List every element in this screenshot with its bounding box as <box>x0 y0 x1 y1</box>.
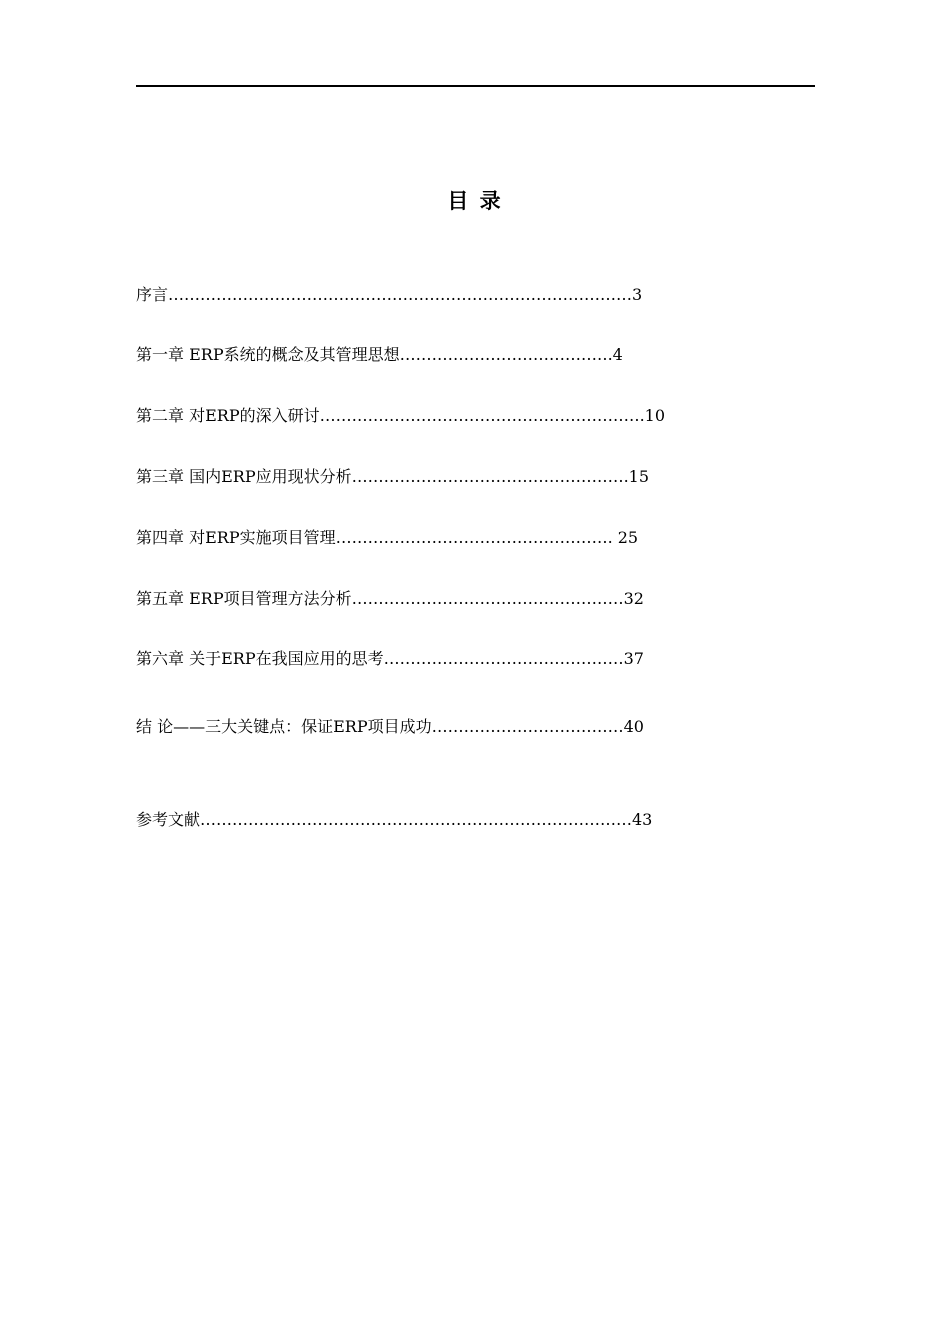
toc-entry-chapter-6[interactable]: 第六章 关于ERP在我国应用的思考………………………………………37 <box>136 649 644 668</box>
toc-entry-chapter-2[interactable]: 第二章 对ERP的深入研讨…………………………………………………….10 <box>136 406 666 425</box>
toc-entry-preface[interactable]: 序言……………………………………………………………………………3 <box>136 285 643 304</box>
toc-entry-references[interactable]: 参考文献………………………………………………………………………43 <box>136 810 653 829</box>
header-rule <box>136 85 815 87</box>
toc-entry-chapter-1[interactable]: 第一章 ERP系统的概念及其管理思想………………………………….4 <box>136 345 623 364</box>
toc-entry-chapter-4[interactable]: 第四章 对ERP实施项目管理……………………………………………. 25 <box>136 528 639 547</box>
toc-entry-conclusion[interactable]: 结 论——三大关键点：保证ERP项目成功………………………………40 <box>136 717 644 736</box>
toc-entry-chapter-3[interactable]: 第三章 国内ERP应用现状分析…………………………………………….15 <box>136 467 650 486</box>
toc-title: 目 录 <box>447 189 503 213</box>
toc-entry-chapter-5[interactable]: 第五章 ERP项目管理方法分析……………………………………………32 <box>136 589 644 608</box>
